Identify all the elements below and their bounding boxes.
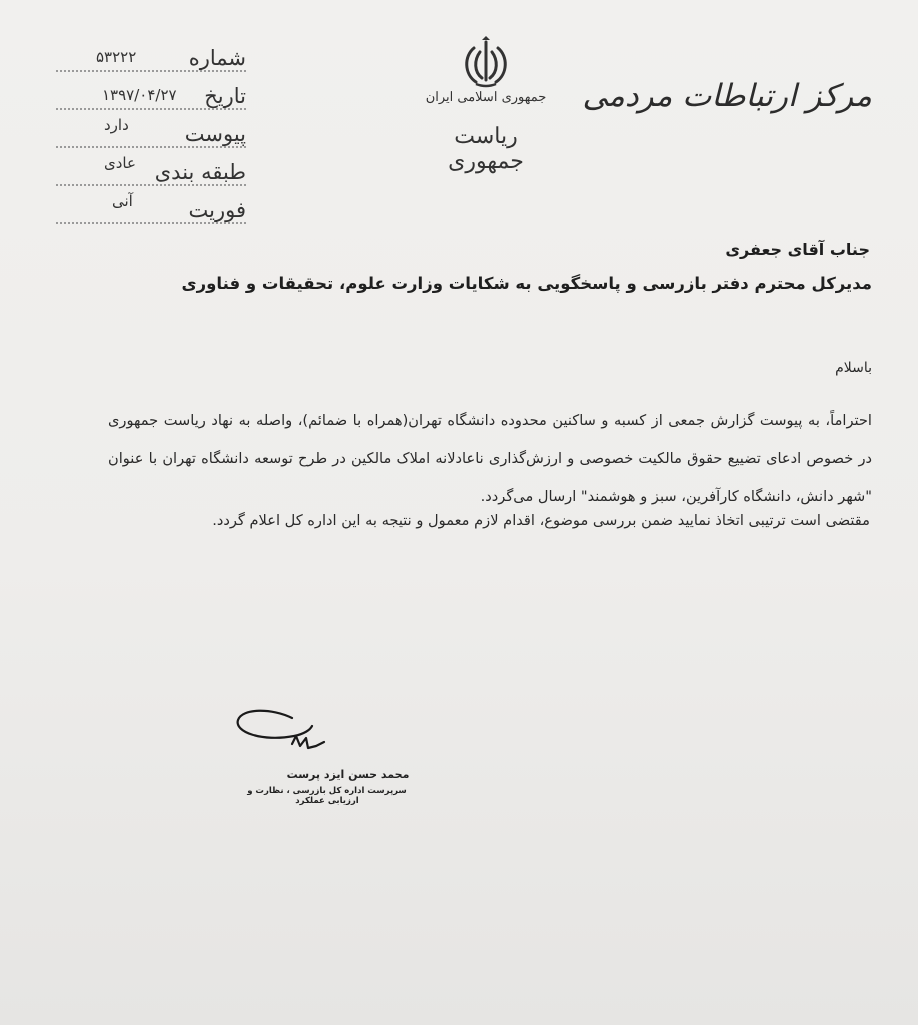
meta-classification-line xyxy=(56,184,246,186)
addressee-line2: مدیرکل محترم دفتر بازرسی و پاسخگویی به شکایات وزارت علوم، تحقیقات و فناوری xyxy=(181,274,872,293)
gov-line2: ریاست جمهوری xyxy=(448,124,524,174)
meta-number-row xyxy=(56,38,246,72)
meta-classification-label: طبقه بندی xyxy=(154,160,246,184)
meta-urgency-line xyxy=(56,222,246,224)
meta-urgency-value: آنی xyxy=(112,192,133,210)
center-name: مرکز ارتباطات مردمی xyxy=(582,78,872,114)
meta-date-value: ۱۳۹۷/۰۴/۲۷ xyxy=(102,86,177,104)
meta-classification-value: عادی xyxy=(104,154,136,172)
meta-number-line xyxy=(56,70,246,72)
meta-date-label: تاریخ xyxy=(204,84,246,108)
meta-urgency-row xyxy=(56,190,246,224)
meta-urgency-label: فوریت xyxy=(188,198,246,222)
meta-attachment-line xyxy=(56,146,246,148)
meta-attachment-value: دارد xyxy=(104,116,129,134)
body-paragraph1: احتراماً، به پیوست گزارش جمعی از کسبه و ساکنین محدوده دانشگاه تهران(همراه با ضمائم)، واصله به نهاد ریاست جمهوری در خصوص ادعای تضییع حقوق مالکیت خصوصی و ارزش‌گذاری ناعادلانه املاک مالکین در طرح توسعه دانشگاه تهران با عنوان "شهر دانش، دانشگاه کارآفرین، سبز و هوشمند" ارسال می‌گردد. xyxy=(108,412,872,505)
gov-line1: جمهوری اسلامی ایران xyxy=(425,90,547,105)
meta-classification-row xyxy=(56,152,246,186)
meta-date-row xyxy=(56,76,246,110)
iran-emblem-icon xyxy=(458,34,514,90)
meta-attachment-label: پیوست xyxy=(184,122,246,146)
addressee-line1: جناب آقای جعفری xyxy=(725,240,870,259)
signer-title: سرپرست اداره کل بازرسی ، نظارت و ارزیابی عملکرد xyxy=(247,786,407,806)
meta-attachment-row xyxy=(56,114,246,148)
meta-number-label: شماره xyxy=(188,46,246,70)
signer-name: محمد حسن ایزد پرست xyxy=(286,768,410,781)
meta-number-value: ۵۳۲۲۲ xyxy=(96,48,137,66)
meta-date-line xyxy=(56,108,246,110)
handwritten-signature xyxy=(232,700,332,760)
greeting: باسلام xyxy=(835,360,872,376)
body-paragraph2: مقتضی است ترتیبی اتخاذ نمایید ضمن بررسی موضوع، اقدام لازم معمول و نتیجه به این اداره کل اعلام گردد. xyxy=(212,512,870,529)
